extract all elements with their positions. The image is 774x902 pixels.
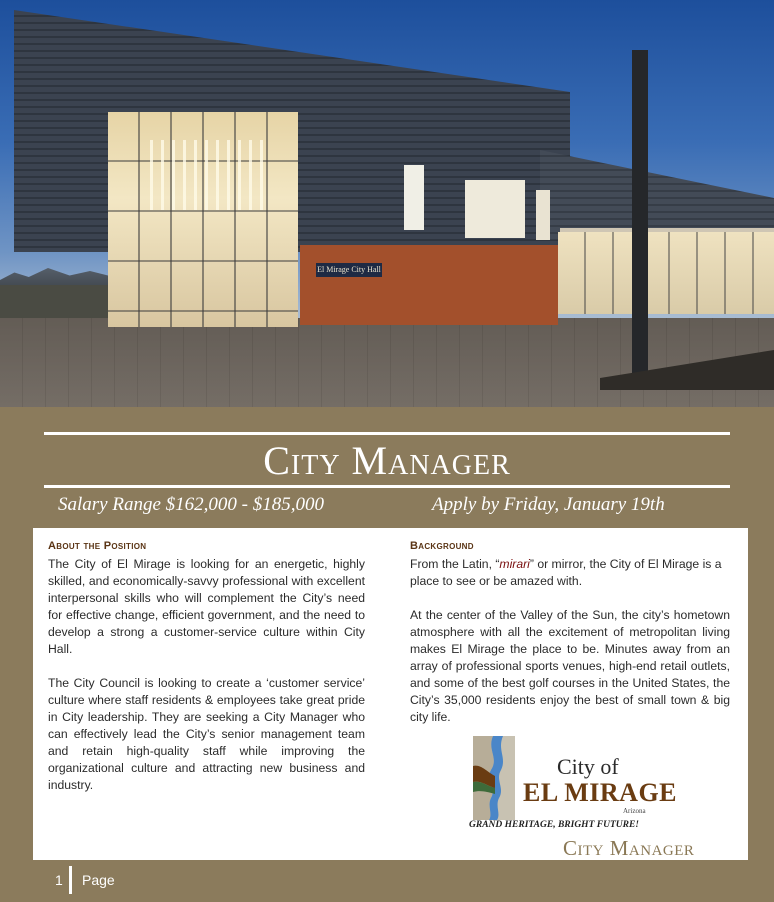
about-paragraph: The City Council is looking to create a ‘customer service’ culture where staff residents & employees take great pride in City leadership. They are seeking a City Manager who can effectively lead the City’s senior management team and retain high-quality staff while improving the organizational culture and attracting new business and industry.: [48, 676, 365, 792]
page-title: City Manager: [263, 438, 511, 483]
building-window: [465, 180, 525, 238]
title-rule-top: [44, 432, 730, 435]
logo-city-name: EL MIRAGE: [523, 778, 678, 807]
about-heading: About the Position: [48, 540, 147, 552]
background-column: [410, 540, 730, 726]
building-rust-wall: [300, 245, 558, 325]
city-hall-sign: El Mirage City Hall: [316, 263, 382, 277]
el-mirage-logo: [469, 736, 693, 834]
logo-state: Arizona: [623, 807, 646, 815]
logo-tagline: GRAND HERITAGE, BRIGHT FUTURE!: [469, 820, 639, 830]
salary-range: Salary Range $162,000 - $185,000: [58, 494, 324, 515]
latin-word: mirari: [499, 557, 530, 571]
building-right-facade: [540, 150, 774, 240]
title-rule-bottom: [44, 485, 730, 488]
building-right-glass: [558, 232, 774, 314]
background-heading: Background: [410, 540, 474, 552]
logo-emblem-icon: [473, 736, 515, 820]
pendant-lights: [150, 140, 270, 210]
page-number: 1: [55, 872, 63, 888]
about-column: [48, 540, 365, 794]
apply-deadline: Apply by Friday, January 19th: [432, 494, 665, 515]
text-run: ” or mirror, the City of El Mirage is a place to see or be amazed with.: [410, 557, 722, 588]
about-paragraph: The City of El Mirage is looking for an energetic, highly skilled, and economically-savvy professional with excellent interpersonal skills who will complement the City’s need for effective change, efficient government, and the need to develop a strong a customer-service culture within City Hall.: [48, 557, 365, 656]
building-window: [536, 190, 550, 240]
building-window: [404, 165, 424, 230]
light-pole: [632, 50, 648, 390]
plaza-pavement: [0, 318, 774, 407]
page-label: Page: [82, 872, 115, 888]
footer-title: City Manager: [563, 836, 695, 860]
logo-city-of: City of: [557, 754, 619, 779]
page-divider: [69, 866, 72, 894]
content-panel: [33, 528, 748, 860]
background-paragraph: At the center of the Valley of the Sun, the city’s hometown atmosphere with all the excitement of metropolitan living makes El Mirage the place to be. Minutes away from an array of professional sports venues, high-end retail outlets, and some of the best golf courses in the United States, the City’s 35,000 residents enjoy the best of small town & big city life.: [410, 608, 730, 724]
text-run: From the Latin, “: [410, 557, 500, 571]
background-paragraph: [410, 556, 730, 590]
hero-photo: [0, 0, 774, 407]
